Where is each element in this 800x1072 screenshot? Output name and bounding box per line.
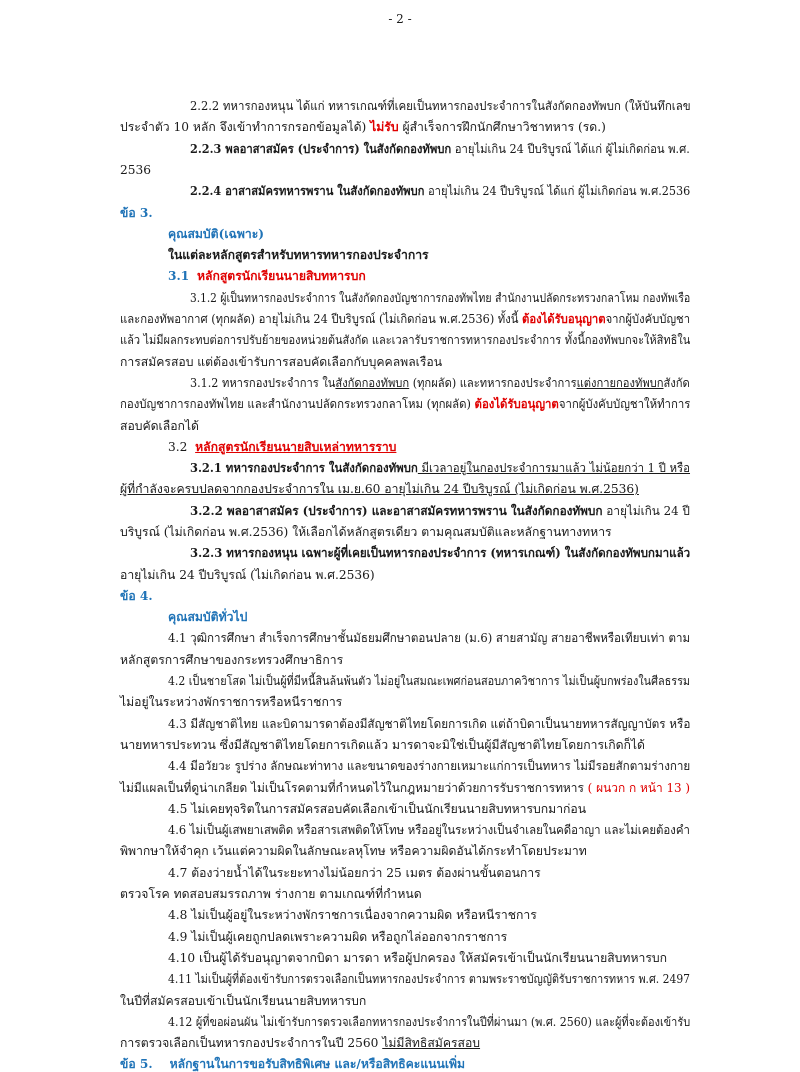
- item-4-6-line-2: พิพากษาให้จำคุก เว้นแต่ความผิดในลักษณะลหุโทษ หรือความผิดอันได้กระทำโดยประมาท: [120, 844, 587, 858]
- item-3-2-2-line-1: 3.2.2 พลอาสาสมัคร (ประจำการ) และอาสาสมัครทหารพราน ในสังกัดกองทัพบก อายุไม่เกิน 24 ปี: [190, 504, 690, 518]
- item-3-1-2b-line-1: 3.1.2 ทหารกองประจำการ ในสังกัดกองทัพบก (ทุกผลัด) และทหารกองประจำการแต่งกายกองทัพบกสังกัด: [190, 376, 690, 390]
- item-4-11-line-1: 4.11 ไม่เป็นผู้ที่ต้องเข้ารับการตรวจเลือกเป็นทหารกองประจำการ ตามพระราชบัญญัติรับราชการทหาร พ.ศ. 2497: [168, 972, 691, 986]
- item-4-2-line-1: 4.2 เป็นชายโสด ไม่เป็นผู้ที่มีหนี้สินล้นพ้นตัว ไม่อยู่ในสมณะเพศก่อนสอบภาควิชาการ ไม่เป็นผู้บกพร่องในศีลธรรม: [168, 674, 691, 688]
- item-4-1-line-2: หลักสูตรการศึกษาของกระทรวงศึกษาธิการ: [120, 653, 344, 667]
- annex-reference: ( ผนวก ก หน้า 13 ): [587, 781, 691, 795]
- item-2-2-2-line-1: 2.2.2 ทหารกองหนุน ได้แก่ ทหารเกณฑ์ที่เคยเป็นทหารกองประจำการในสังกัดกองทัพบก (ให้บันทึกเลข: [190, 99, 691, 113]
- item-2-2-2-line-2: ประจำตัว 10 หลัก จึงเข้าทำการกรอกข้อมูลได้) ไม่รับ ผู้สำเร็จการฝึกนักศึกษาวิชาทหาร (รด.): [120, 120, 606, 134]
- item-4-1-line-1: 4.1 วุฒิการศึกษา สำเร็จการศึกษาชั้นมัธยมศึกษาตอนปลาย (ม.6) สายสามัญ สายอาชีพหรือเทียบเท่า ตาม: [168, 631, 691, 645]
- item-3-1-2a-line-4: การสมัครสอบ แต่ต้องเข้ารับการสอบคัดเลือกกับบุคคลพลเรือน: [120, 355, 443, 369]
- section-3-title: คุณสมบัติ(เฉพาะ): [168, 227, 265, 241]
- item-2-2-4-line-1: 2.2.4 อาสาสมัครทหารพราน ในสังกัดกองทัพบก อายุไม่เกิน 24 ปีบริบูรณ์ ได้แก่ ผู้ไม่เกิดก่อน พ.ศ.2536: [190, 184, 691, 198]
- item-4-7-line-2: ตรวจโรค ทดสอบสมรรถภาพ ร่างกาย ตามเกณฑ์ที่กำหนด: [120, 887, 422, 901]
- section-5-title: หลักฐานในการขอรับสิทธิพิเศษ และ/หรือสิทธิคะแนนเพิ่ม: [169, 1057, 466, 1071]
- item-4-3-line-2: นายทหารประทวน ซึ่งมีสัญชาติไทยโดยการเกิดแล้ว มารดาจะมิใช่เป็นผู้มีสัญชาติไทยโดยการเกิดก็ได้: [120, 738, 645, 752]
- item-3-1-2a-line-1: 3.1.2 ผู้เป็นทหารกองประจำการ ในสังกัดกองบัญชาการกองทัพไทย สำนักงานปลัดกระทรวงกลาโหม กองทัพเรือ: [190, 291, 691, 305]
- item-4-9: 4.9 ไม่เป็นผู้เคยถูกปลดเพราะความผิด หรือถูกไล่ออกจากราชการ: [168, 930, 508, 944]
- item-3-1-2b-line-3: สอบคัดเลือกได้: [120, 419, 199, 433]
- section-3-number: ข้อ 3.: [120, 206, 153, 220]
- item-4-11-line-2: ในปีที่สมัครสอบเข้าเป็นนักเรียนนายสิบทหารบก: [120, 994, 367, 1008]
- item-4-7-line-1: 4.7 ต้องว่ายน้ำได้ในระยะทางไม่น้อยกว่า 25 เมตร ต้องผ่านขั้นตอนการ: [168, 866, 541, 880]
- item-4-12-line-2: การตรวจเลือกเป็นทหารกองประจำการในปี 2560 ไม่มีสิทธิสมัครสอบ: [120, 1036, 481, 1050]
- item-4-4-line-1: 4.4 มีอวัยวะ รูปร่าง ลักษณะท่าทาง และขนาดของร่างกายเหมาะแก่การเป็นทหาร ไม่มีรอยสักตามร่างกาย: [168, 759, 691, 773]
- section-5-heading: [120, 1056, 465, 1072]
- item-2-2-3-line-1: 2.2.3 พลอาสาสมัคร (ประจำการ) ในสังกัดกองทัพบก อายุไม่เกิน 24 ปีบริบูรณ์ ได้แก่ ผู้ไม่เกิดก่อน พ.ศ.: [190, 142, 690, 156]
- item-2-2-3-line-2: 2536: [120, 163, 152, 177]
- item-3-2-1-line-1: 3.2.1 ทหารกองประจำการ ในสังกัดกองทัพบก มีเวลาอยู่ในกองประจำการมาแล้ว ไม่น้อยกว่า 1 ปี หรือ: [190, 461, 691, 475]
- item-4-12-line-1: 4.12 ผู้ที่ขอผ่อนผัน ไม่เข้ารับการตรวจเลือกทหารกองประจำการในปีที่ผ่านมา (พ.ศ. 2560) และผู้ที่จะต้องเข้ารับ: [168, 1015, 691, 1029]
- item-3-2-3-line-2: อายุไม่เกิน 24 ปีบริบูรณ์ (ไม่เกิดก่อน พ.ศ.2536): [120, 568, 375, 582]
- item-3-2-2-line-2: บริบูรณ์ (ไม่เกิดก่อน พ.ศ.2536) ให้เลือกได้หลักสูตรเดียว ตามคุณสมบัติและหลักฐานทางทหาร: [120, 525, 612, 539]
- item-4-2-line-2: ไม่อยู่ในระหว่างพักราชการหรือหนีราชการ: [120, 695, 343, 709]
- item-3-1-2a-line-2: และกองทัพอากาศ (ทุกผลัด) อายุไม่เกิน 24 ปีบริบูรณ์ (ไม่เกิดก่อน พ.ศ.2536) ทั้งนี้ ต้องได้รับอนุญาตจากผู้บังคับบัญชา: [120, 312, 691, 326]
- not-accepted-text: ไม่รับ: [370, 120, 399, 134]
- item-4-5: 4.5 ไม่เคยทุจริตในการสมัครสอบคัดเลือกเข้าเป็นนักเรียนนายสิบทหารบกมาก่อน: [168, 802, 587, 816]
- item-3-1-2b-line-2: กองบัญชาการกองทัพไทย และสำนักงานปลัดกระทรวงกลาโหม (ทุกผลัด) ต้องได้รับอนุญาตจากผู้บังคับบัญชาให้ทำการ: [120, 397, 691, 411]
- item-4-3-line-1: 4.3 มีสัญชาติไทย และบิดามารดาต้องมีสัญชาติไทยโดยการเกิด แต่ถ้าบิดาเป็นนายทหารสัญญาบัตร หรือ: [168, 717, 691, 731]
- item-3-2-3-line-1: 3.2.3 ทหารกองหนุน เฉพาะผู้ที่เคยเป็นทหารกองประจำการ (ทหารเกณฑ์) ในสังกัดกองทัพบกมาแล้ว: [190, 546, 691, 560]
- section-4-number: ข้อ 4.: [120, 589, 153, 603]
- section-5-number: ข้อ 5.: [120, 1057, 153, 1071]
- page-number: - 2 -: [388, 12, 412, 26]
- item-3-2-1-line-2: ผู้ที่กำลังจะครบปลดจากกองประจำการใน เม.ย.60 อายุไม่เกิน 24 ปีบริบูรณ์ (ไม่เกิดก่อน พ.ศ.2536): [120, 482, 639, 496]
- section-3-subheading: ในแต่ละหลักสูตรสำหรับทหารทหารกองประจำการ: [168, 248, 429, 262]
- item-4-4-line-2: ไม่มีแผลเป็นที่ดูน่าเกลียด ไม่เป็นโรคตามที่กำหนดไว้ในกฎหมายว่าด้วยการรับราชการทหาร ( ผนวก ก หน้า 13 ): [120, 781, 691, 795]
- section-4-title: คุณสมบัติทั่วไป: [168, 610, 248, 624]
- heading-3-2: 3.2 หลักสูตรนักเรียนนายสิบเหล่าทหารราบ: [168, 440, 397, 454]
- item-4-10: 4.10 เป็นผู้ได้รับอนุญาตจากบิดา มารดา หรือผู้ปกครอง ให้สมัครเข้าเป็นนักเรียนนายสิบทหารบก: [168, 951, 667, 965]
- heading-3-1: 3.1 หลักสูตรนักเรียนนายสิบทหารบก: [168, 269, 366, 283]
- item-4-6-line-1: 4.6 ไม่เป็นผู้เสพยาเสพติด หรือสารเสพติดให้โทษ หรืออยู่ในระหว่างเป็นจำเลยในคดีอาญา และไม่เคยต้องคำ: [168, 823, 690, 837]
- item-3-1-2a-line-3: แล้ว ไม่มีผลกระทบต่อการปรับย้ายของหน่วยต้นสังกัด และเวลารับราชการทหารกองประจำการ ทั้งนี้กองทัพบกจะให้สิทธิใน: [120, 333, 691, 347]
- item-4-8: 4.8 ไม่เป็นผู้อยู่ในระหว่างพักราชการเนื่องจากความผิด หรือหนีราชการ: [168, 908, 537, 922]
